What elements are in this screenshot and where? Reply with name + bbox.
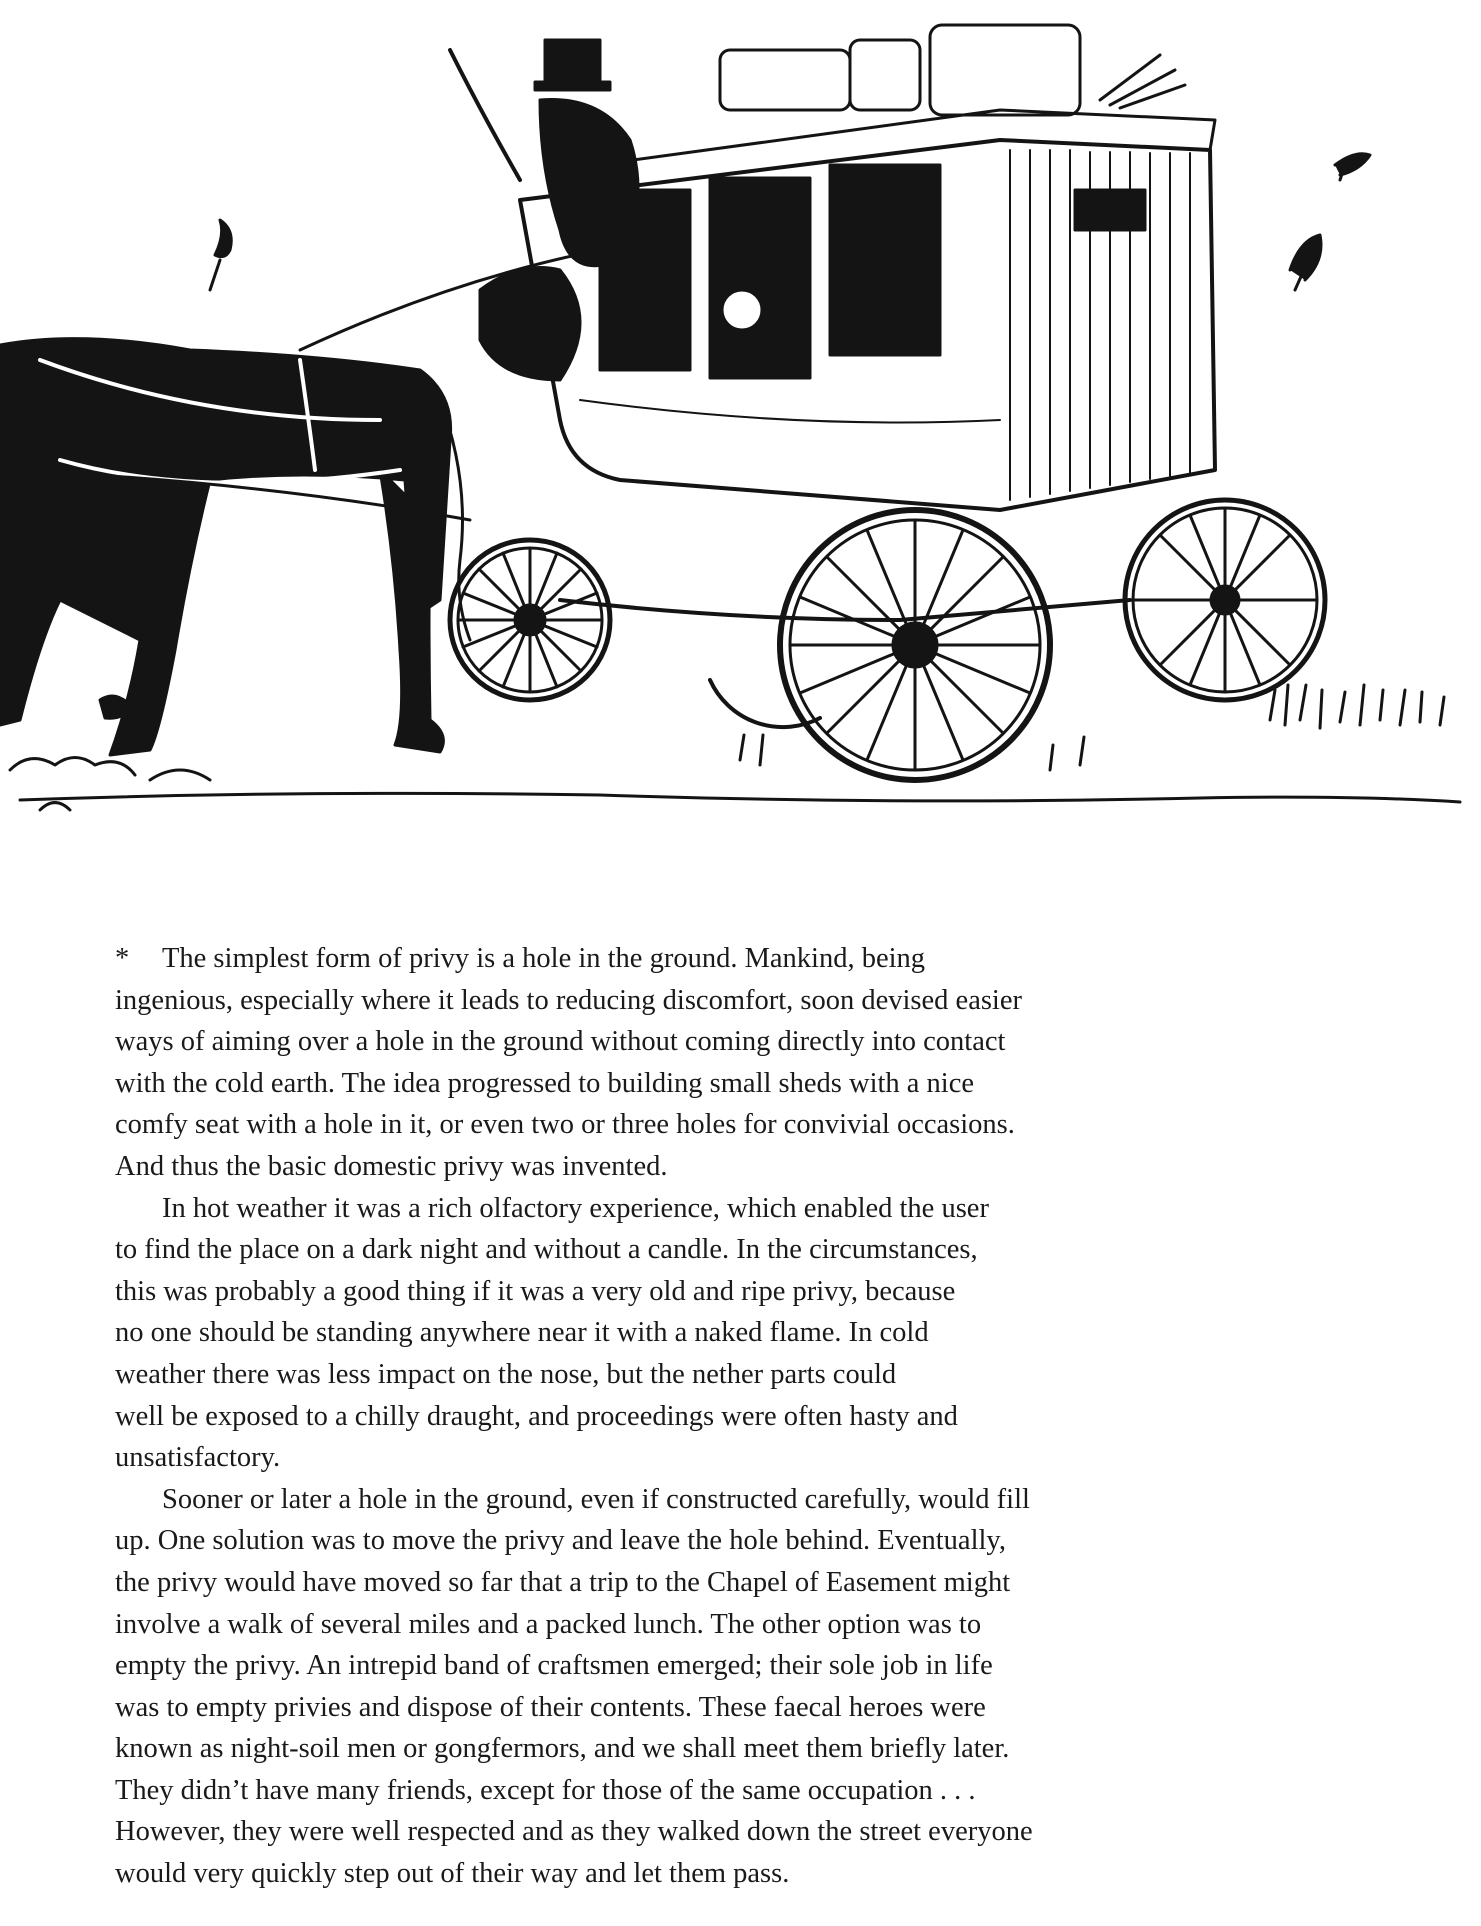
stagecoach-illustration xyxy=(0,0,1481,860)
body-text xyxy=(115,938,1385,1895)
text-line: comfy seat with a hole in it, or even two or three holes for convivial occasions. xyxy=(115,1109,1015,1141)
text-line: was to empty privies and dispose of their contents. These faecal heroes were xyxy=(115,1691,986,1723)
front-wheel xyxy=(450,540,610,700)
text-line: They didn’t have many friends, except for those of the same occupation . . . xyxy=(115,1774,976,1806)
footnote-star: * xyxy=(115,943,130,974)
paragraph-2 xyxy=(115,1188,1385,1479)
horse xyxy=(0,339,451,755)
text-line: would very quickly step out of their way and let them pass. xyxy=(115,1858,790,1890)
paragraph-1 xyxy=(115,938,1385,1188)
text-line: the privy would have moved so far that a trip to the Chapel of Easement might xyxy=(115,1566,1011,1598)
text-line: this was probably a good thing if it was a very old and ripe privy, because xyxy=(115,1275,956,1307)
text-line: no one should be standing anywhere near it with a naked flame. In cold xyxy=(115,1317,929,1349)
driver-hat-brim xyxy=(535,82,610,90)
paragraph-3 xyxy=(115,1479,1385,1895)
text-line: And thus the basic domestic privy was invented. xyxy=(115,1150,668,1182)
ground-tufts xyxy=(740,685,1444,770)
rear-wheel xyxy=(780,510,1050,780)
text-line: with the cold earth. The idea progressed to building small sheds with a nice xyxy=(115,1067,975,1099)
luggage-trunk-3 xyxy=(930,25,1080,115)
text-line: well be exposed to a chilly draught, and proceedings were often hasty and xyxy=(115,1400,958,1432)
far-rear-wheel xyxy=(1125,500,1325,700)
luggage-trunk-1 xyxy=(720,50,850,110)
coach-window-3 xyxy=(830,165,940,355)
whip xyxy=(450,50,520,180)
text-line: involve a walk of several miles and a packed lunch. The other option was to xyxy=(115,1608,982,1640)
text-line: to find the place on a dark night and without a candle. In the circumstances, xyxy=(115,1234,978,1266)
text-line xyxy=(115,938,1385,980)
leaf-3 xyxy=(1335,154,1370,180)
text-line: weather there was less impact on the nose, but the nether parts could xyxy=(115,1358,897,1390)
ground-stones xyxy=(10,758,210,811)
luggage xyxy=(720,25,1185,115)
passenger-face xyxy=(722,290,762,330)
horse-body xyxy=(0,339,451,755)
text-line: ways of aiming over a hole in the ground without coming directly into contact xyxy=(115,1026,1006,1058)
ground-line xyxy=(20,793,1460,802)
text-line: However, they were well respected and as they walked down the street everyone xyxy=(115,1816,1033,1848)
text-line: Sooner or later a hole in the ground, even if constructed carefully, would fill xyxy=(162,1483,1030,1515)
coach-roof-rail xyxy=(560,110,1215,170)
leaf-2 xyxy=(1290,235,1321,290)
text-line: unsatisfactory. xyxy=(115,1442,281,1474)
driver-hat xyxy=(545,40,600,85)
driver-body xyxy=(540,100,638,266)
coach-window-2 xyxy=(710,178,810,378)
driver-cape xyxy=(480,268,580,381)
text-line: In hot weather it was a rich olfactory experience, which enabled the user xyxy=(162,1192,989,1224)
text-line: ingenious, especially where it leads to reducing discomfort, soon devised easier xyxy=(115,984,1022,1016)
text-line: known as night-soil men or gongfermors, and we shall meet them briefly later. xyxy=(115,1733,1010,1765)
luggage-trunk-2 xyxy=(850,40,920,110)
luggage-bundle xyxy=(1100,55,1185,108)
text-line: up. One solution was to move the privy and leave the hole behind. Eventually, xyxy=(115,1525,1006,1557)
coach-lower-panel xyxy=(580,400,1000,423)
text-line: empty the privy. An intrepid band of craftsmen emerged; their sole job in life xyxy=(115,1650,993,1682)
coach-side-window xyxy=(1075,190,1145,230)
leaf-1 xyxy=(210,220,231,290)
text-line-content: The simplest form of privy is a hole in the ground. Mankind, being xyxy=(162,943,926,974)
